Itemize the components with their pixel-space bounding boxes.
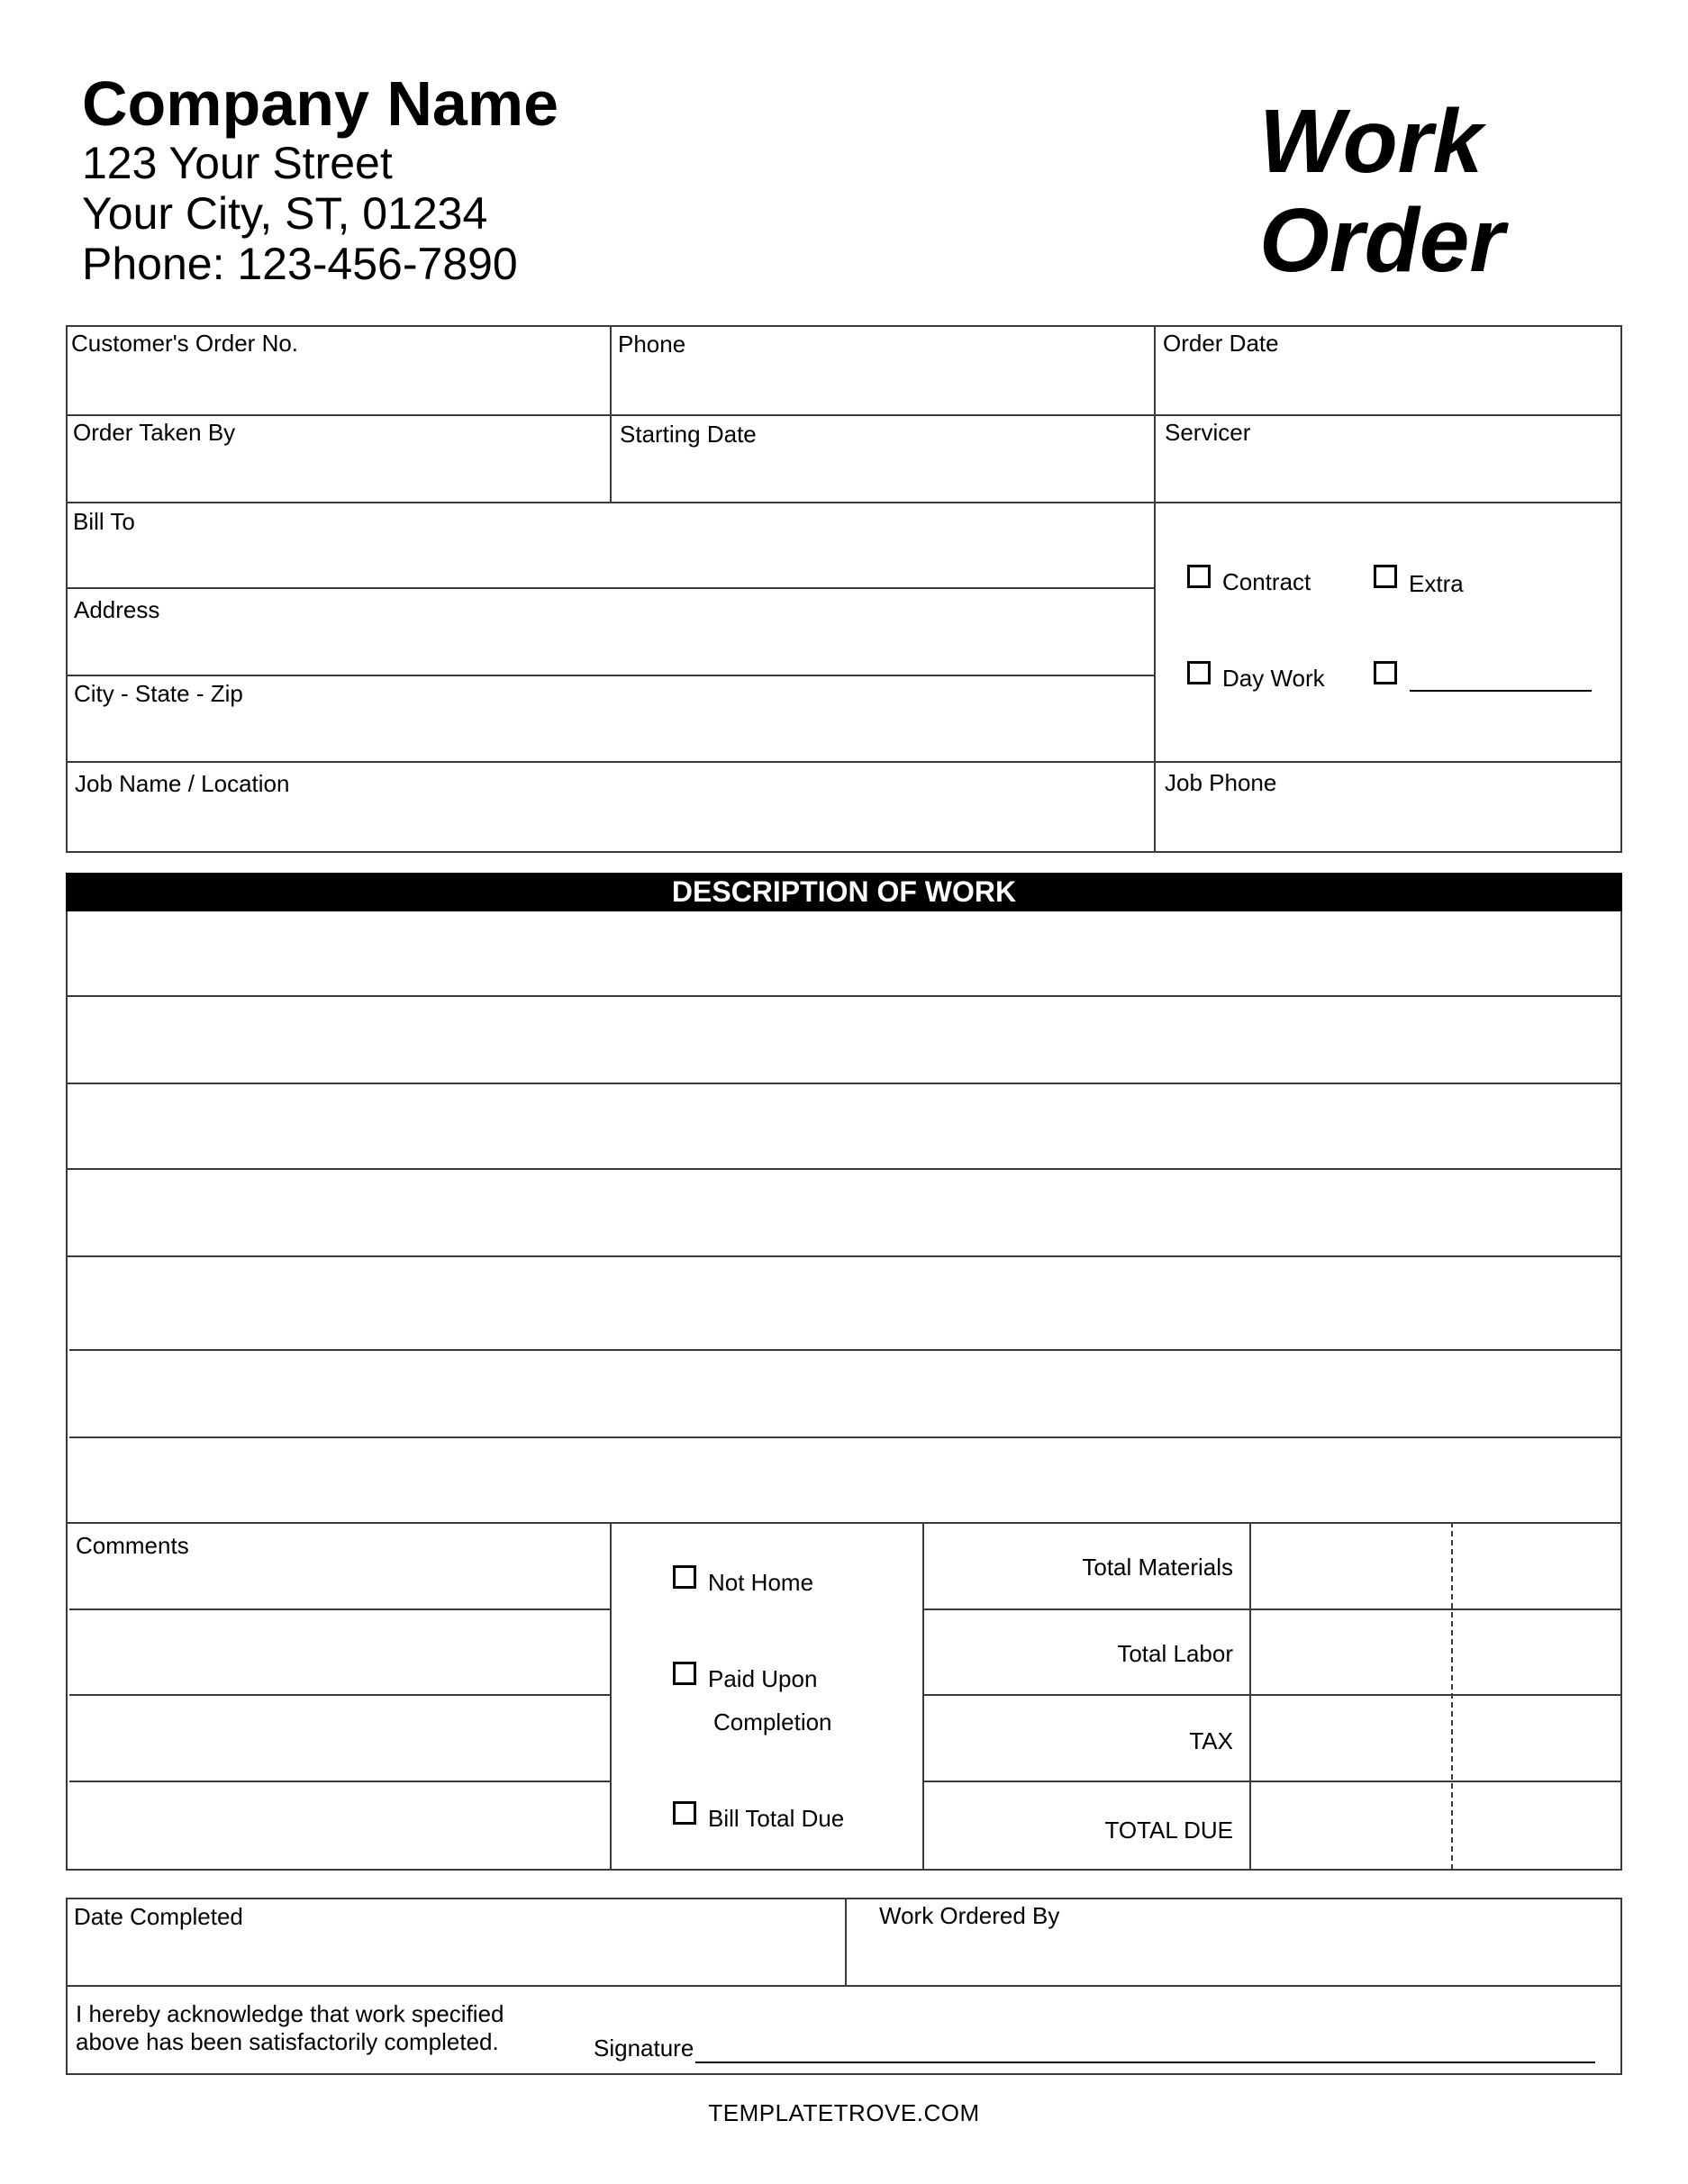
work-ordered-by-label: Work Ordered By bbox=[879, 1902, 1060, 1929]
work-ordered-by-field[interactable] bbox=[847, 1899, 1620, 1984]
column-divider bbox=[610, 1522, 612, 1870]
starting-date-field[interactable] bbox=[612, 416, 1152, 501]
form-title-line-2: Order bbox=[1259, 190, 1505, 291]
total-due-cents[interactable] bbox=[1453, 1782, 1620, 1869]
city-state-zip-field[interactable] bbox=[68, 676, 1153, 760]
company-city: Your City, ST, 01234 bbox=[82, 188, 488, 239]
total-materials-cents[interactable] bbox=[1453, 1524, 1620, 1608]
address-field[interactable] bbox=[68, 589, 1153, 674]
date-completed-label: Date Completed bbox=[74, 1903, 243, 1930]
not-home-checkbox[interactable] bbox=[673, 1565, 696, 1589]
order-date-field[interactable] bbox=[1156, 327, 1620, 413]
acknowledgement-line-1: I hereby acknowledge that work specified bbox=[76, 2000, 504, 2027]
not-home-label: Not Home bbox=[708, 1569, 814, 1596]
bill-total-due-label: Bill Total Due bbox=[708, 1805, 845, 1832]
signature-label: Signature bbox=[594, 2034, 694, 2062]
order-taken-by-label: Order Taken By bbox=[73, 419, 236, 446]
total-due-label: TOTAL DUE bbox=[1104, 1817, 1233, 1844]
bill-to-label: Bill To bbox=[73, 508, 135, 535]
date-completed-field[interactable] bbox=[68, 1899, 843, 1984]
description-line[interactable] bbox=[68, 911, 1619, 994]
comments-line[interactable] bbox=[68, 1696, 608, 1780]
total-labor-cents[interactable] bbox=[1453, 1610, 1620, 1693]
address-label: Address bbox=[74, 596, 160, 623]
extra-checkbox[interactable] bbox=[1374, 565, 1397, 588]
order-taken-by-field[interactable] bbox=[68, 416, 608, 501]
total-materials-dollars[interactable] bbox=[1251, 1524, 1450, 1608]
job-name-location-field[interactable] bbox=[68, 763, 1153, 851]
comments-label: Comments bbox=[76, 1532, 189, 1559]
description-line[interactable] bbox=[68, 1438, 1619, 1521]
form-title-line-1: Work bbox=[1259, 91, 1484, 192]
tax-label: TAX bbox=[1189, 1727, 1233, 1754]
description-line[interactable] bbox=[68, 1170, 1619, 1255]
comments-line[interactable] bbox=[68, 1782, 608, 1869]
footer-website: TEMPLATETROVE.COM bbox=[708, 2099, 980, 2126]
description-line[interactable] bbox=[68, 1084, 1619, 1167]
extra-label: Extra bbox=[1409, 570, 1464, 597]
total-labor-label: Total Labor bbox=[1117, 1640, 1233, 1667]
description-header: DESCRIPTION OF WORK bbox=[66, 873, 1622, 911]
day-work-checkbox[interactable] bbox=[1187, 661, 1211, 684]
order-date-label: Order Date bbox=[1163, 330, 1279, 357]
company-phone: Phone: 123-456-7890 bbox=[82, 239, 518, 289]
comments-line[interactable] bbox=[68, 1610, 608, 1693]
job-phone-field[interactable] bbox=[1156, 763, 1620, 851]
company-name: Company Name bbox=[82, 68, 559, 139]
description-line[interactable] bbox=[68, 1257, 1619, 1348]
customers-order-no-field[interactable] bbox=[68, 327, 608, 413]
servicer-field[interactable] bbox=[1156, 416, 1620, 501]
city-state-zip-label: City - State - Zip bbox=[74, 680, 243, 707]
starting-date-label: Starting Date bbox=[620, 421, 757, 448]
job-phone-label: Job Phone bbox=[1165, 769, 1277, 796]
phone-field[interactable] bbox=[612, 327, 1152, 413]
phone-label: Phone bbox=[618, 331, 686, 358]
description-line[interactable] bbox=[68, 1351, 1619, 1436]
job-name-location-label: Job Name / Location bbox=[75, 770, 290, 797]
description-line[interactable] bbox=[68, 997, 1619, 1082]
paid-upon-label: Paid Upon bbox=[708, 1665, 818, 1692]
customers-order-no-label: Customer's Order No. bbox=[71, 330, 299, 357]
servicer-label: Servicer bbox=[1165, 419, 1251, 446]
signature-line[interactable] bbox=[695, 2062, 1595, 2063]
tax-cents[interactable] bbox=[1453, 1696, 1620, 1780]
tax-dollars[interactable] bbox=[1251, 1696, 1450, 1780]
day-work-label: Day Work bbox=[1222, 665, 1325, 692]
acknowledgement-line-2: above has been satisfactorily completed. bbox=[76, 2028, 499, 2055]
contract-checkbox[interactable] bbox=[1187, 565, 1211, 588]
total-materials-label: Total Materials bbox=[1082, 1554, 1233, 1581]
paid-upon-completion-checkbox[interactable] bbox=[673, 1662, 696, 1685]
bill-total-due-checkbox[interactable] bbox=[673, 1801, 696, 1825]
other-checkbox[interactable] bbox=[1374, 661, 1397, 684]
column-divider bbox=[922, 1522, 924, 1870]
company-street: 123 Your Street bbox=[82, 138, 393, 188]
contract-label: Contract bbox=[1222, 568, 1311, 595]
row-divider bbox=[66, 1985, 1622, 1987]
total-labor-dollars[interactable] bbox=[1251, 1610, 1450, 1693]
bill-to-field[interactable] bbox=[68, 503, 1153, 586]
comments-line[interactable] bbox=[68, 1524, 608, 1608]
total-due-dollars[interactable] bbox=[1251, 1782, 1450, 1869]
other-write-in-line[interactable] bbox=[1410, 690, 1592, 692]
completion-label: Completion bbox=[713, 1708, 832, 1735]
